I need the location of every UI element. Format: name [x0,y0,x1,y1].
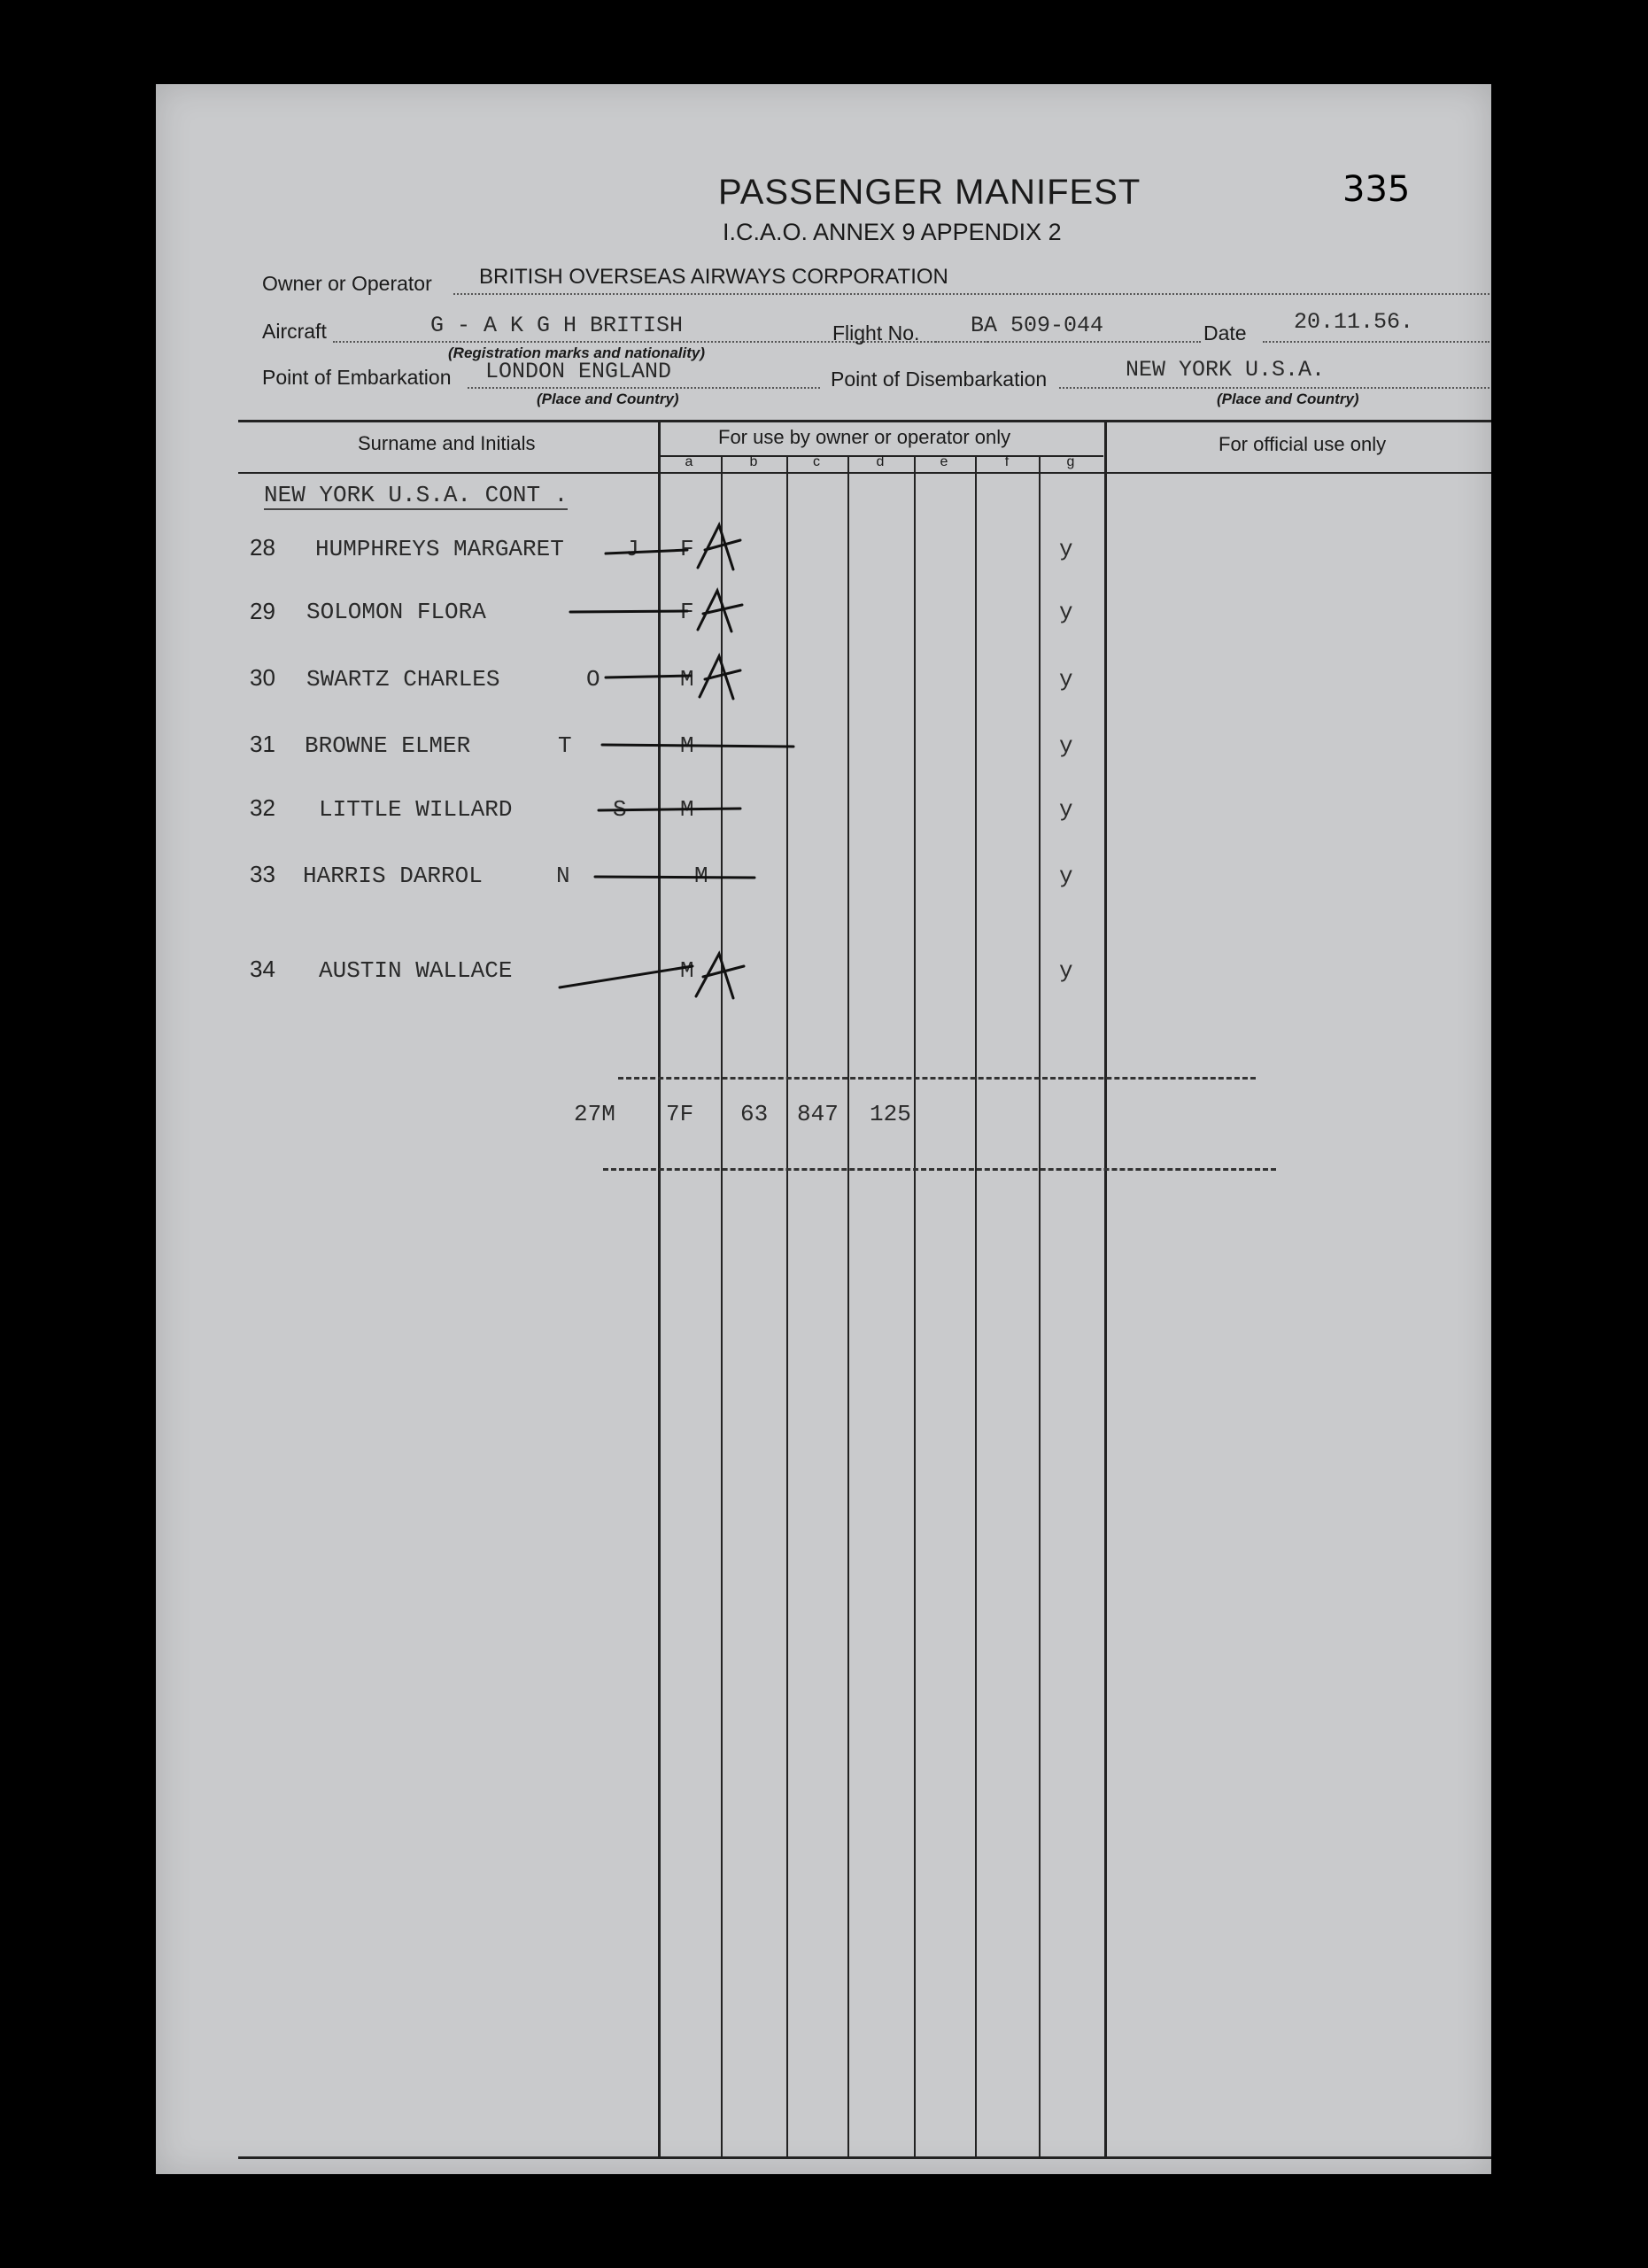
passenger-sex: F [680,536,694,562]
manifest-subtitle: I.C.A.O. ANNEX 9 APPENDIX 2 [723,219,1062,245]
aircraft-label: Aircraft [262,320,327,343]
passenger-code: y [1059,599,1073,625]
passenger-name: HARRIS DARROL [303,863,483,889]
passenger-name: AUSTIN WALLACE [319,957,513,984]
passenger-name: BROWNE ELMER [305,732,471,759]
col-official-header: For official use only [1219,433,1387,455]
col-surname-header: Surname and Initials [358,432,536,454]
subcol-a: a [685,454,693,469]
subcol-f: f [1004,454,1010,469]
passenger-sex: F [680,599,694,625]
section-heading: NEW YORK U.S.A. CONT . [264,482,569,508]
subcol-b: b [749,454,758,469]
manifest-title: PASSENGER MANIFEST [718,173,1141,212]
passenger-code: y [1059,957,1073,984]
subcol-g: g [1066,454,1075,469]
disembarkation-value: NEW YORK U.S.A. [1126,357,1326,383]
total-male: 27M [574,1101,615,1127]
passenger-name: SOLOMON FLORA [306,599,486,625]
flight-label: Flight No. [832,321,920,344]
col-owner-header: For use by owner or operator only [718,426,1011,448]
embarkation-label: Point of Embarkation [262,366,452,389]
embarkation-note: (Place and Country) [537,391,679,407]
total-c: 847 [797,1101,839,1127]
passenger-name: SWARTZ CHARLES [306,666,500,693]
passenger-sex: M [694,863,708,889]
passenger-code: y [1059,796,1073,823]
subcol-e: e [940,454,948,469]
disembarkation-note: (Place and Country) [1217,391,1359,407]
subcol-d: d [876,454,885,469]
passenger-name: LITTLE WILLARD [319,796,513,823]
manifest-page [156,84,1491,2174]
passenger-sex: M [680,666,694,693]
passenger-name: HUMPHREYS MARGARET [315,536,564,562]
passenger-sex: M [680,796,694,823]
subcol-c: c [813,454,820,469]
passenger-sex: M [680,957,694,984]
passenger-initial: N [556,863,570,889]
row-number: 31 [250,731,275,757]
table-bottom-rule [238,2156,1491,2159]
passenger-code: y [1059,666,1073,693]
row-number: 29 [250,598,275,624]
passenger-code: y [1059,732,1073,759]
aircraft-note: (Registration marks and nationality) [448,344,705,361]
passenger-initial: J [625,536,639,562]
totals-top-dashed-rule [618,1077,1256,1080]
row-number: 33 [250,861,275,887]
row-number: 34 [250,956,275,982]
total-d: 125 [870,1101,911,1127]
passenger-code: y [1059,536,1073,562]
passenger-code: y [1059,863,1073,889]
passenger-initial: O [586,666,600,693]
row-number: 28 [250,534,275,561]
handwritten-marks [156,84,1491,1058]
embarkation-value: LONDON ENGLAND [485,359,672,384]
page-number: 335 [1342,169,1411,210]
aircraft-value: G - A K G H BRITISH [430,313,684,338]
passenger-initial: S [613,796,627,823]
owner-label: Owner or Operator [262,272,432,295]
flight-value: BA 509-044 [971,313,1104,338]
total-female: 7F [666,1101,694,1127]
disembarkation-label: Point of Disembarkation [831,368,1048,391]
total-b: 63 [740,1101,769,1127]
owner-value: BRITISH OVERSEAS AIRWAYS CORPORATION [479,265,948,289]
date-label: Date [1203,321,1247,344]
totals-bottom-dashed-rule [603,1168,1276,1171]
row-number: 30 [250,664,275,691]
passenger-sex: M [680,732,694,759]
date-value: 20.11.56. [1294,309,1414,335]
passenger-initial: T [558,732,572,759]
row-number: 32 [250,794,275,821]
